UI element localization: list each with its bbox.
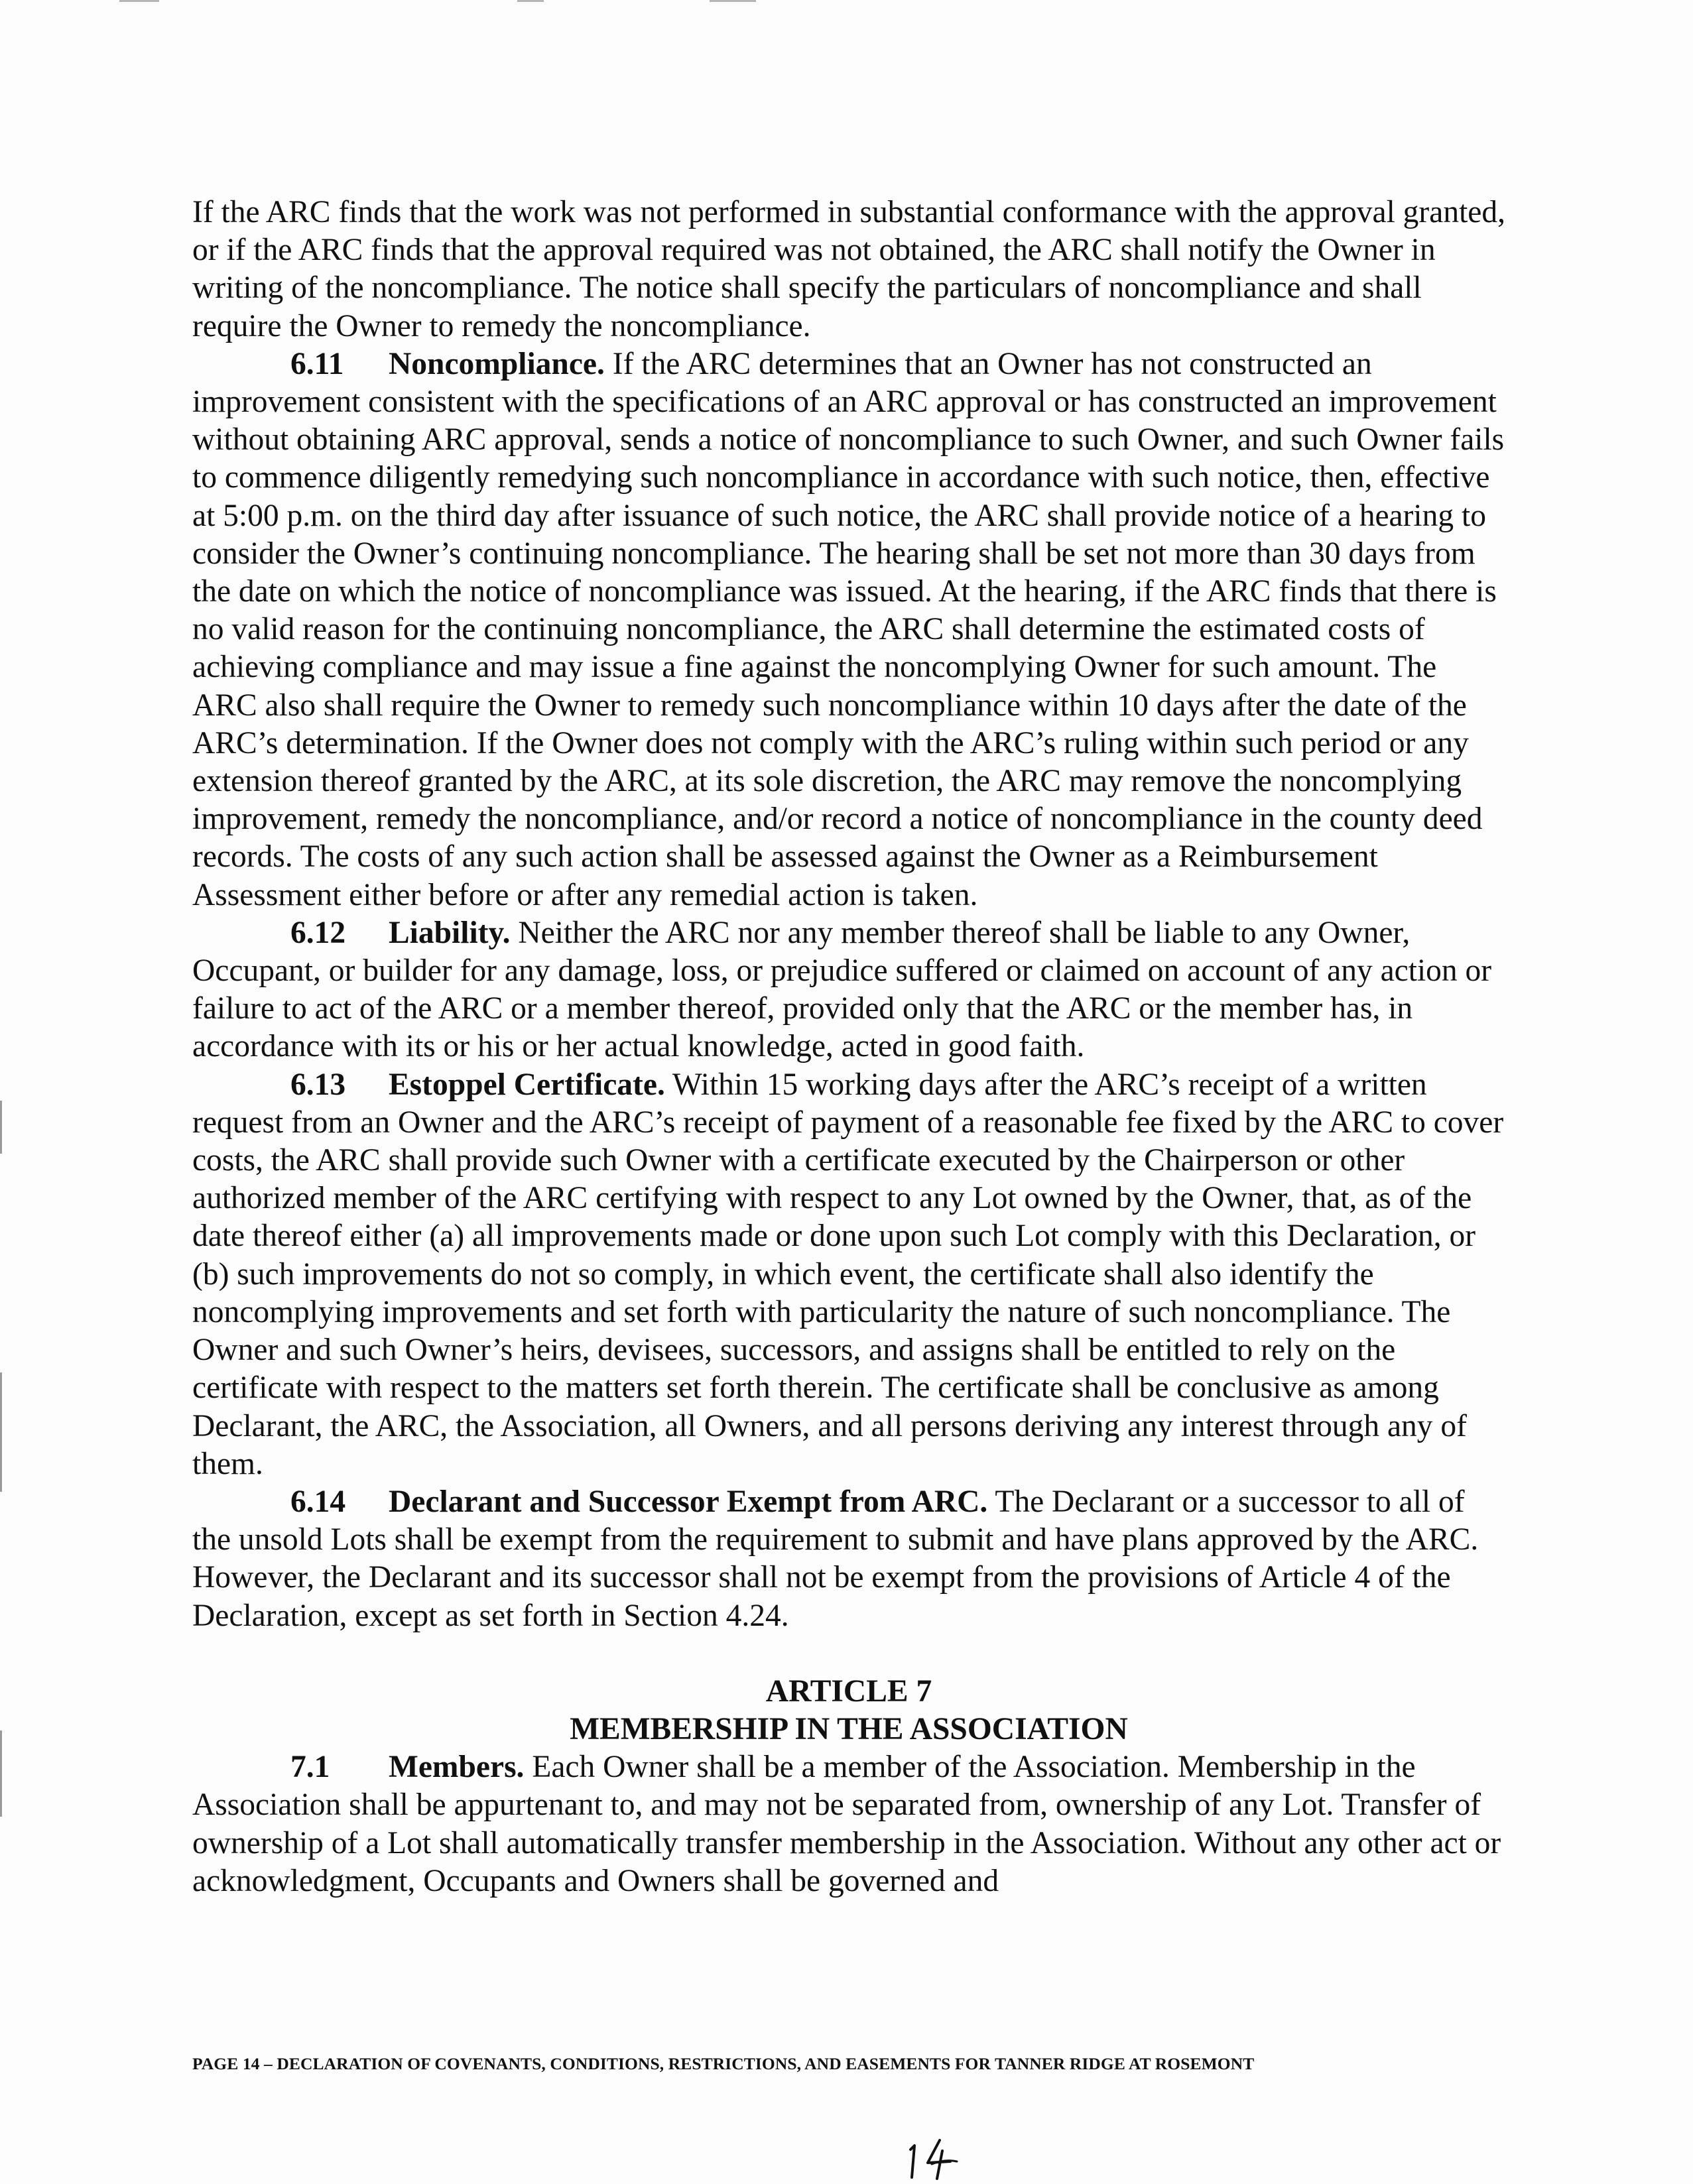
scan-artifact — [0, 1101, 2, 1154]
section-text: If the ARC determines that an Owner has not constructed an improvement consistent with the specifications of an ARC approval or has constructed an improvement without obtaining ARC approval, sends a notice of noncompliance to such Owner, and such Owner fails to commence diligently remedying such noncompliance in accordance with such notice, then, effective at 5:00 p.m. on the third day after issuance of such notice, the ARC shall provide notice of a hearing to consider the Owner’s continuing noncompliance. The hearing shall be set not more than 30 days from the date on which the notice of noncompliance was issued. At the hearing, if the ARC finds that there is no valid reason for the continuing noncompliance, the ARC shall determine the estimated costs of achieving compliance and may issue a fine against the noncomplying Owner for such amount. The ARC also shall require the Owner to remedy such noncompliance within 10 days after the date of the ARC’s determination. If the Owner does not comply with the ARC’s ruling within such period or any extension thereof granted by the ARC, at its sole discretion, the ARC may remove the noncomplying improvement, remedy the noncompliance, and/or record a notice of noncompliance in the county deed records. The costs of any such action shall be assessed against the Owner as a Reimbursement Assessment either before or after any remedial action is taken. — [192, 346, 1505, 912]
section-7-1 — [192, 1748, 1505, 1900]
section-number: 7.1 — [290, 1750, 330, 1785]
section-heading: Estoppel Certificate. — [389, 1067, 665, 1102]
scan-artifact — [0, 1372, 2, 1492]
section-number: 6.11 — [290, 346, 344, 381]
document-body — [192, 194, 1505, 1900]
handwritten-page-number — [899, 2135, 978, 2181]
section-heading: Declarant and Successor Exempt from ARC. — [389, 1484, 988, 1519]
section-heading: Members. — [389, 1750, 525, 1785]
section-number: 6.12 — [290, 915, 346, 950]
section-number: 6.14 — [290, 1484, 346, 1519]
section-text: The Declarant or a successor to all of the unsold Lots shall be exempt from the requirement to submit and have plans approved by the ARC. However, the Declarant and its successor shall not be exempt from the provisions of Article 4 of the Declaration, except as set forth in Section 4.24. — [192, 1484, 1479, 1633]
section-text: Neither the ARC nor any member thereof shall be liable to any Owner, Occupant, or builder for any damage, loss, or prejudice suffered or claimed on account of any action or failure to act of the ARC or a member thereof, provided only that the ARC or the member has, in accordance with its or his or her actual knowledge, acted in good faith. — [192, 915, 1492, 1064]
section-6-14 — [192, 1483, 1505, 1635]
article-heading — [192, 1673, 1505, 1748]
scan-artifact — [119, 0, 159, 2]
article-title: MEMBERSHIP IN THE ASSOCIATION — [570, 1711, 1128, 1746]
article-label: ARTICLE 7 — [765, 1673, 932, 1709]
section-6-13 — [192, 1066, 1505, 1483]
scan-artifact — [517, 0, 544, 2]
section-heading: Liability. — [389, 915, 511, 950]
section-6-12 — [192, 914, 1505, 1066]
section-text: Each Owner shall be a member of the Association. Membership in the Association shall be appurtenant to, and may not be separated from, ownership of any Lot. Transfer of ownership of a Lot shall automatically transfer membership in the Association. Without any other act or acknowledgment, Occupants and Owners shall be governed and — [192, 1750, 1501, 1898]
scan-artifact — [0, 1730, 2, 1817]
scan-artifact — [710, 0, 756, 2]
section-text: Within 15 working days after the ARC’s receipt of a written request from an Owner and the ARC’s receipt of payment of a reasonable fee fixed by the ARC to cover costs, the ARC shall provide such Owner with a certificate executed by the Chairperson or other authorized member of the ARC certifying with respect to any Lot owned by the Owner, that, as of the date thereof either (a) all improvements made or done upon such Lot comply with this Declaration, or (b) such improvements do not so comply, in which event, the certificate shall also identify the noncomplying improvements and set forth with particularity the nature of such noncompliance. The Owner and such Owner’s heirs, devisees, successors, and assigns shall be entitled to rely on the certificate with respect to the matters set forth therein. The certificate shall be conclusive as among Declarant, the ARC, the Association, all Owners, and all persons deriving any interest through any of them. — [192, 1067, 1504, 1481]
section-6-11 — [192, 345, 1505, 914]
section-heading: Noncompliance. — [389, 346, 605, 381]
paragraph-continuation: If the ARC finds that the work was not performed in substantial conformance with the approval granted, or if the ARC finds that the approval required was not obtained, the ARC shall notify the Owner in writing of the noncompliance. The notice shall specify the particulars of noncompliance and shall require the Owner to remedy the noncompliance. — [192, 195, 1505, 343]
page-footer: PAGE 14 – DECLARATION OF COVENANTS, CONDITIONS, RESTRICTIONS, AND EASEMENTS FOR TANNER RIDGE AT ROSEMONT — [192, 2054, 1255, 2073]
section-number: 6.13 — [290, 1067, 346, 1102]
